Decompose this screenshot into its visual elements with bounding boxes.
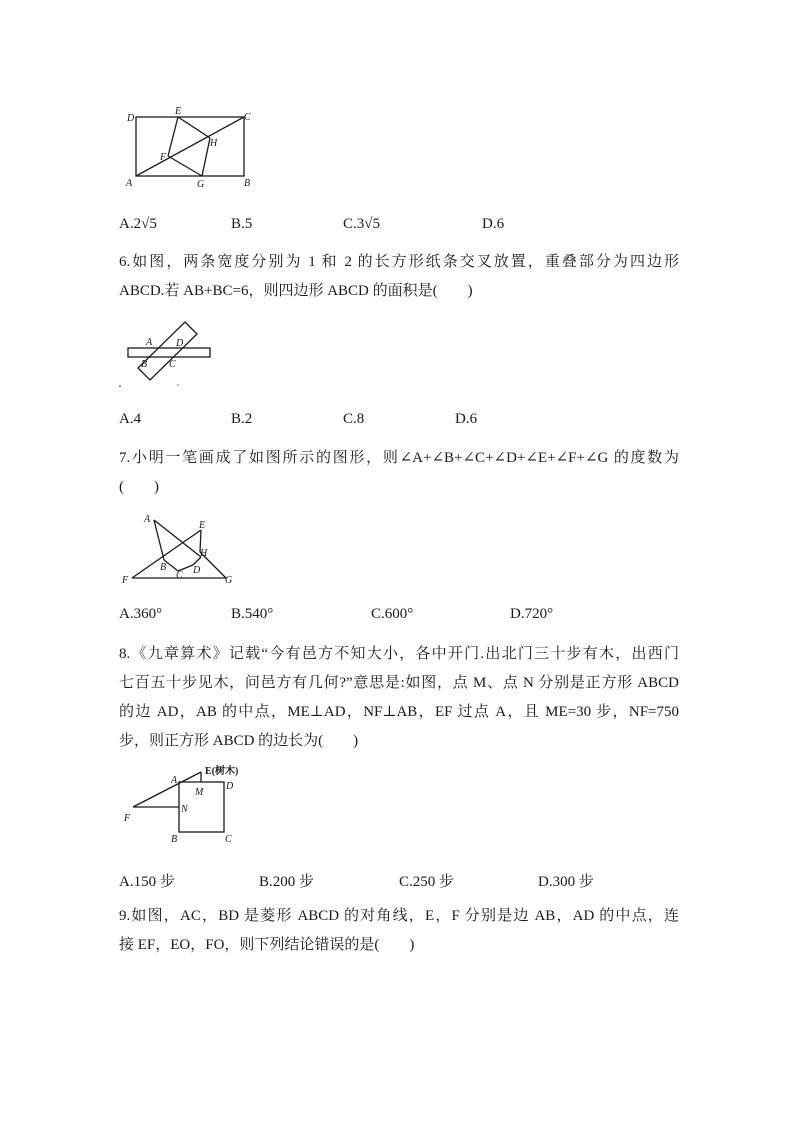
q6-label-a: A: [146, 337, 153, 348]
q8-label-d: D: [226, 781, 234, 792]
q7-label-a: A: [144, 514, 151, 525]
q8-line-2: 七百五十步见木，问邑方有几何?”意思是:如图，点 M、点 N 分别是正方形 ABCD: [119, 675, 679, 691]
q5-option-a[interactable]: A.2√5: [119, 216, 157, 232]
q7-option-a[interactable]: A.360°: [119, 606, 163, 622]
q6-figure-svg: [118, 318, 218, 390]
q9-line-1: 9.如图，AC，BD 是菱形 ABCD 的对角线，E，F 分别是边 AB，AD 的中点，连: [119, 908, 679, 924]
q5-label-b: B: [244, 178, 251, 189]
q7-label-d: D: [193, 565, 201, 576]
q6-option-d[interactable]: D.6: [455, 411, 478, 427]
q8-figure-svg: [118, 758, 258, 844]
q7-label-g: G: [225, 575, 233, 586]
q7-label-c: C: [176, 570, 183, 581]
q8-label-c: C: [225, 834, 232, 845]
q5-rectangle-figure: [120, 108, 260, 190]
q7-option-c[interactable]: C.600°: [371, 606, 414, 622]
q6-paper-strips-figure: [118, 318, 218, 390]
q8-option-d[interactable]: D.300 步: [538, 874, 594, 890]
q7-line-2: ( ): [119, 479, 159, 495]
q7-label-f: F: [122, 575, 129, 586]
q8-line-4: 步，则正方形 ABCD 的边长为( ): [119, 733, 359, 749]
q6-line-1: 6.如图，两条宽度分别为 1 和 2 的长方形纸条交叉放置，重叠部分为四边形: [119, 254, 679, 270]
q8-line-3: 的边 AD，AB 的中点，ME⊥AD，NF⊥AB，EF 过点 A，且 ME=30 步，NF=750: [119, 704, 679, 720]
q6-line-2: ABCD.若 AB+BC=6，则四边形 ABCD 的面积是( ): [119, 283, 473, 299]
q6-label-c: C: [169, 359, 176, 370]
q9-question: [119, 902, 679, 960]
q6-label-b: B: [141, 359, 148, 370]
q5-label-h: H: [210, 138, 218, 149]
q5-label-c: C: [244, 112, 251, 123]
q5-option-c[interactable]: C.3√5: [343, 216, 380, 232]
q5-label-d: D: [127, 113, 135, 124]
q9-line-2: 接 EF，EO，FO，则下列结论错误的是( ): [119, 937, 415, 953]
q5-option-d[interactable]: D.6: [482, 216, 505, 232]
q5-label-e: E: [175, 106, 182, 117]
q6-option-a[interactable]: A.4: [119, 411, 142, 427]
q5-label-g: G: [197, 179, 205, 190]
q8-label-f: F: [124, 813, 131, 824]
q8-label-n: N: [181, 804, 188, 815]
q6-question: [119, 248, 679, 306]
q7-label-b: B: [160, 562, 167, 573]
q7-one-stroke-figure: [118, 508, 240, 588]
q7-question: [119, 444, 679, 502]
q8-label-a: A: [171, 775, 178, 786]
q8-label-b: B: [171, 834, 178, 845]
q7-label-h: H: [200, 548, 208, 559]
q5-figure-svg: [120, 108, 260, 190]
q7-figure-svg: [118, 508, 240, 588]
q5-label-f: F: [160, 152, 167, 163]
q8-option-b[interactable]: B.200 步: [259, 874, 315, 890]
q7-option-d[interactable]: D.720°: [510, 606, 554, 622]
q8-label-m: M: [195, 787, 204, 798]
q6-option-c[interactable]: C.8: [343, 411, 365, 427]
q5-option-b[interactable]: B.5: [231, 216, 253, 232]
q5-label-a: A: [126, 178, 133, 189]
q8-city-square-figure: [118, 758, 258, 844]
q7-line-1: 7.小明一笔画成了如图所示的图形，则∠A+∠B+∠C+∠D+∠E+∠F+∠G 的度数为: [119, 450, 679, 466]
q8-option-a[interactable]: A.150 步: [119, 874, 175, 890]
q8-question: [119, 640, 679, 756]
q6-label-d: D: [176, 338, 184, 349]
q6-option-b[interactable]: B.2: [231, 411, 253, 427]
q8-label-e: E(树木): [205, 766, 239, 777]
q7-option-b[interactable]: B.540°: [231, 606, 274, 622]
q8-line-1: 8.《九章算术》记载“今有邑方不知大小，各中开门.出北门三十步有木，出西门: [119, 646, 679, 662]
q7-label-e: E: [199, 520, 206, 531]
q8-option-c[interactable]: C.250 步: [399, 874, 455, 890]
